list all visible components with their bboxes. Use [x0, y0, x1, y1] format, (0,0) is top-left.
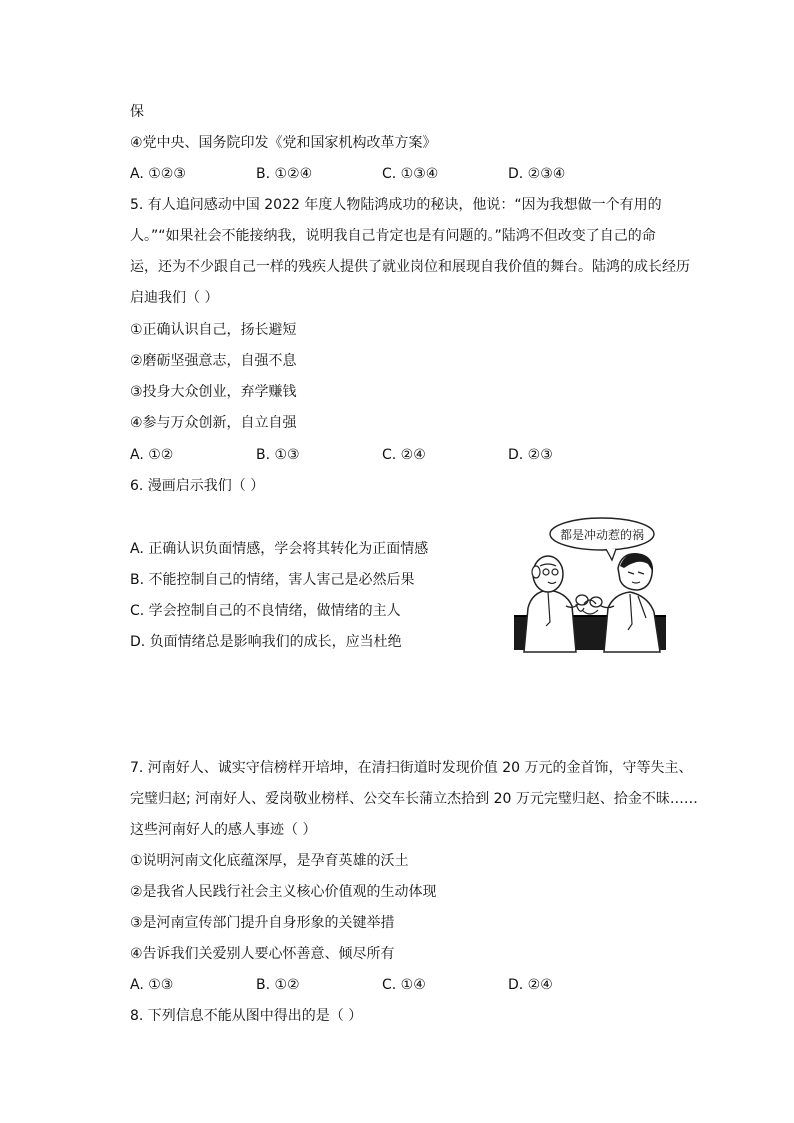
q4-option-b[interactable]: B. ①②④ [256, 166, 313, 182]
q5-option-d[interactable]: D. ②③ [508, 447, 553, 463]
bubble-text: 都是冲动惹的祸 [559, 528, 645, 542]
q6-option-b[interactable]: B. 不能控制自己的情绪，害人害己是必然后果 [130, 572, 415, 588]
q4-item-4: ④党中央、国务院印发《党和国家机构改革方案》 [130, 135, 437, 151]
q5-stem-line-1: 5. 有人追问感动中国 2022 年度人物陆鸿成功的秘诀，他说：“因为我想做一个有用的 [130, 197, 662, 213]
cartoon-illustration [510, 512, 670, 657]
q4-option-d[interactable]: D. ②③④ [508, 166, 566, 182]
q5-item-1: ①正确认识自己，扬长避短 [130, 322, 297, 338]
q7-option-a[interactable]: A. ①③ [130, 977, 174, 993]
q5-stem-line-4: 启迪我们（ ） [130, 290, 219, 306]
q5-option-b[interactable]: B. ①③ [256, 447, 300, 463]
q4-option-a[interactable]: A. ①②③ [130, 166, 186, 182]
q6-option-c[interactable]: C. 学会控制自己的不良情绪，做情绪的主人 [130, 603, 401, 619]
q7-item-4: ④告诉我们关爱别人要心怀善意、倾尽所有 [130, 946, 395, 962]
q5-item-4: ④参与万众创新，自立自强 [130, 415, 297, 431]
q4-option-c[interactable]: C. ①③④ [382, 166, 439, 182]
q6-option-a[interactable]: A. 正确认识负面情感，学会将其转化为正面情感 [130, 541, 429, 557]
q8-stem: 8. 下列信息不能从图中得出的是（ ） [130, 1008, 363, 1024]
q7-option-b[interactable]: B. ①② [256, 977, 300, 993]
q7-stem-line-2: 完璧归赵; 河南好人、爱岗敬业榜样、公交车长蒲立杰拾到 20 万元完璧归赵、拾金不昧…… [130, 791, 698, 807]
q7-option-d[interactable]: D. ②④ [508, 977, 553, 993]
q5-item-2: ②磨砺坚强意志，自强不息 [130, 353, 297, 369]
q7-item-3: ③是河南宣传部门提升自身形象的关键举措 [130, 915, 395, 931]
q6-option-d[interactable]: D. 负面情绪总是影响我们的成长，应当杜绝 [130, 634, 402, 650]
q7-option-c[interactable]: C. ①④ [382, 977, 426, 993]
q6-stem: 6. 漫画启示我们（ ） [130, 478, 265, 494]
q5-stem-line-2: 人。”“如果社会不能接纳我，说明我自己肯定也是有问题的。”陆鸿不但改变了自己的命 [130, 228, 656, 244]
q5-option-c[interactable]: C. ②④ [382, 447, 426, 463]
q7-stem-line-3: 这些河南好人的感人事迹（ ） [130, 822, 317, 838]
q5-item-3: ③投身大众创业，弃学赚钱 [130, 384, 297, 400]
q7-stem-line-1: 7. 河南好人、诚实守信榜样开培坤，在清扫街道时发现价值 20 万元的金首饰，守等失主、 [130, 760, 693, 776]
q7-item-1: ①说明河南文化底蕴深厚，是孕育英雄的沃土 [130, 853, 409, 869]
q4-line-cont: 保 [130, 104, 144, 120]
q5-stem-line-3: 运，还为不少跟自己一样的残疾人提供了就业岗位和展现自我价值的舞台。陆鸿的成长经历 [130, 259, 690, 275]
q7-item-2: ②是我省人民践行社会主义核心价值观的生动体现 [130, 884, 437, 900]
q5-option-a[interactable]: A. ①② [130, 447, 174, 463]
